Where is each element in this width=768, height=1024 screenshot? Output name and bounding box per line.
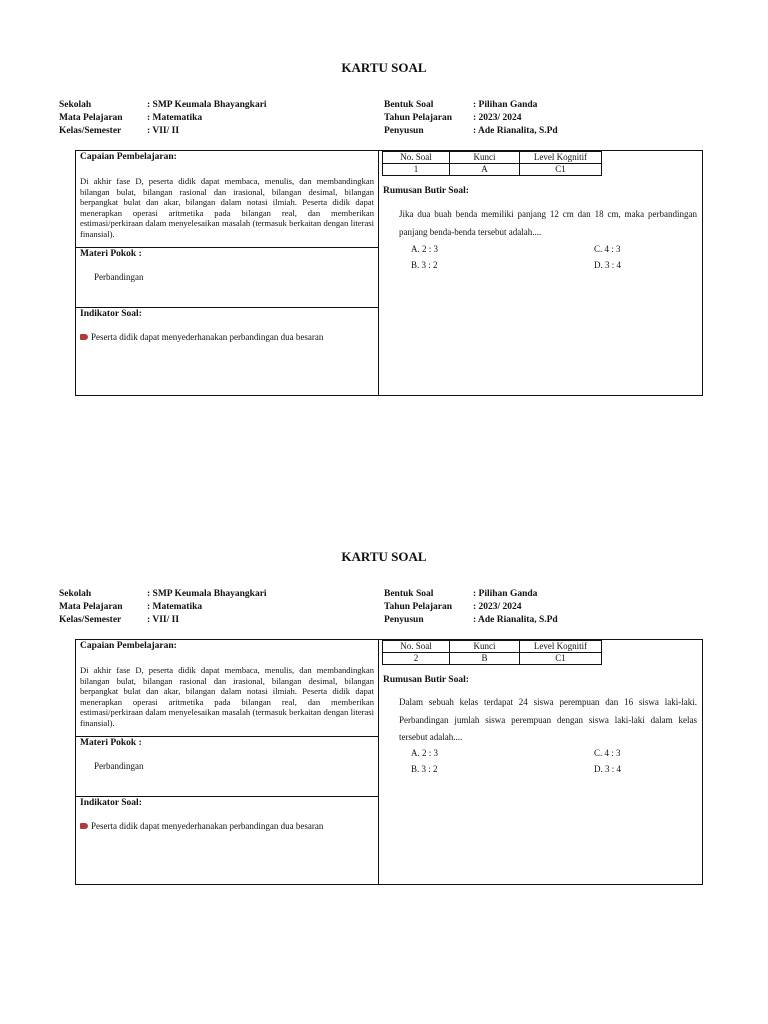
right-column [379,640,702,884]
author-label: Penyusun [384,615,424,625]
card-meta-right [384,99,558,138]
answer-key-table [382,151,602,176]
cognitive-level: C1 [520,653,602,665]
indikator-text: Peserta didik dapat menyederhanakan perbandingan dua besaran [91,821,324,831]
indikator-section [76,308,378,395]
indikator-text: Peserta didik dapat menyederhanakan perbandingan dua besaran [91,332,324,342]
class-label: Kelas/Semester [59,615,122,625]
question-text: Dalam sebuah kelas terdapat 24 siswa perempuan dan 16 siswa laki-laki. Perbandingan jumlah siswa perempuan dengan siswa laki-laki dalam kelas tersebut adalah.... [399,697,697,742]
answer-key: A [450,164,520,176]
indikator-heading: Indikator Soal: [80,798,142,808]
rumusan-heading: Rumusan Butir Soal: [383,675,469,685]
school-value: : SMP Keumala Bhayangkari [147,589,267,599]
col-header-no: No. Soal [383,641,450,653]
school-label: Sekolah [59,100,92,110]
card-meta-right [384,588,558,627]
class-value: : VII/ II [147,615,180,625]
materi-text: Perbandingan [94,272,144,282]
col-header-no: No. Soal [383,152,450,164]
option-a: A. 2 : 3 [411,244,438,254]
year-value: : 2023/ 2024 [473,113,522,123]
materi-section [76,248,378,308]
question-number: 2 [383,653,450,665]
materi-text: Perbandingan [94,761,144,771]
form-label: Bentuk Soal [384,100,434,110]
form-value: : Pilihan Ganda [473,100,538,110]
card-frame [75,150,703,396]
year-label: Tahun Pelajaran [384,602,453,612]
subject-label: Mata Pelajaran [59,602,123,612]
question-card-2 [0,549,768,909]
form-value: : Pilihan Ganda [473,589,538,599]
capaian-heading: Capaian Pembelajaran: [80,641,177,651]
cognitive-level: C1 [520,164,602,176]
answer-key: B [450,653,520,665]
capaian-heading: Capaian Pembelajaran: [80,152,177,162]
option-b: B. 3 : 2 [411,260,438,270]
rumusan-heading: Rumusan Butir Soal: [383,186,469,196]
subject-value: : Matematika [147,602,203,612]
school-label: Sekolah [59,589,92,599]
class-value: : VII/ II [147,126,180,136]
materi-heading: Materi Pokok : [80,738,142,748]
col-header-level: Level Kognitif [520,152,602,164]
question-text: Jika dua buah benda memiliki panjang 12 cm dan 18 cm, maka perbandingan panjang benda-benda tersebut adalah.... [399,209,697,237]
card-frame [75,639,703,885]
question-number: 1 [383,164,450,176]
col-header-level: Level Kognitif [520,641,602,653]
subject-value: : Matematika [147,113,203,123]
materi-section [76,737,378,797]
author-value: : Ade Rianalita, S.Pd [473,615,558,625]
form-label: Bentuk Soal [384,589,434,599]
indikator-heading: Indikator Soal: [80,309,142,319]
year-value: : 2023/ 2024 [473,602,522,612]
question-card-1 [0,60,768,420]
answer-key-table [382,640,602,665]
right-column [379,151,702,395]
subject-label: Mata Pelajaran [59,113,123,123]
option-c: C. 4 : 3 [594,244,621,254]
school-value: : SMP Keumala Bhayangkari [147,100,267,110]
left-column [76,151,379,395]
option-d: D. 3 : 4 [594,260,621,270]
bullet-icon [80,823,88,829]
indikator-section [76,797,378,884]
card-title: KARTU SOAL [341,549,427,564]
card-meta-left [59,588,267,627]
author-value: : Ade Rianalita, S.Pd [473,126,558,136]
bullet-icon [80,334,88,340]
indikator-item [80,821,374,831]
option-a: A. 2 : 3 [411,748,438,758]
class-label: Kelas/Semester [59,126,122,136]
option-b: B. 3 : 2 [411,764,438,774]
year-label: Tahun Pelajaran [384,113,453,123]
card-meta-left [59,99,267,138]
author-label: Penyusun [384,126,424,136]
card-title: KARTU SOAL [341,60,427,75]
capaian-section [76,151,378,248]
capaian-text: Di akhir fase D, peserta didik dapat membaca, menulis, dan membandingkan bilangan bulat, bilangan rasional dan irasional, bilangan desimal, bilangan berpangkat bulat dan akar, bilangan dalam notasi ilmiah. Peserta didik dapat menerapkan operasi aritmetika pada bilangan real, dan memberikan estimasi/perkiraan dalam menyelesaikan masalah (termasuk berkaitan dengan literasi finansial). [80,665,374,728]
col-header-kunci: Kunci [450,641,520,653]
indikator-item [80,332,374,342]
option-c: C. 4 : 3 [594,748,621,758]
col-header-kunci: Kunci [450,152,520,164]
option-d: D. 3 : 4 [594,764,621,774]
capaian-section [76,640,378,737]
left-column [76,640,379,884]
materi-heading: Materi Pokok : [80,249,142,259]
capaian-text: Di akhir fase D, peserta didik dapat membaca, menulis, dan membandingkan bilangan bulat, bilangan rasional dan irasional, bilangan desimal, bilangan berpangkat bulat dan akar, bilangan dalam notasi ilmiah. Peserta didik dapat menerapkan operasi aritmetika pada bilangan real, dan memberikan estimasi/perkiraan dalam menyelesaikan masalah (termasuk berkaitan dengan literasi finansial). [80,176,374,239]
